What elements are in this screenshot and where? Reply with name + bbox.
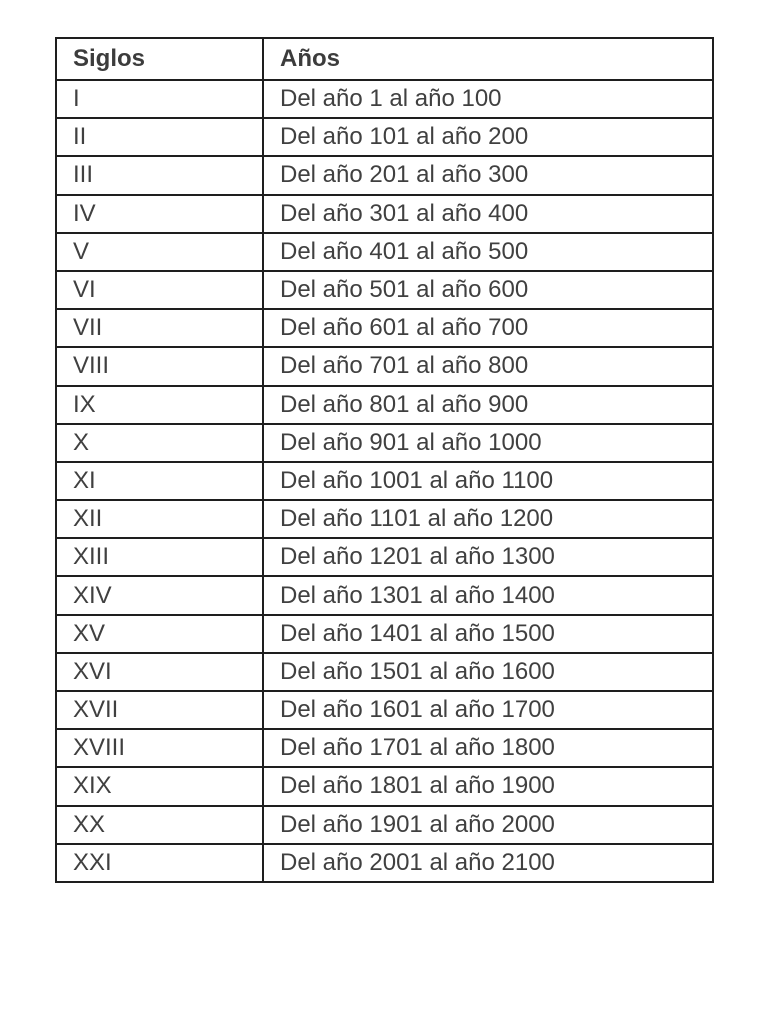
cell-anos: Del año 601 al año 700	[263, 309, 713, 347]
table-row	[56, 576, 713, 614]
cell-anos: Del año 401 al año 500	[263, 233, 713, 271]
cell-siglo: XVII	[56, 691, 263, 729]
header-anos: Años	[263, 38, 713, 80]
table-row	[56, 424, 713, 462]
cell-anos: Del año 301 al año 400	[263, 195, 713, 233]
table-header-row	[56, 38, 713, 80]
header-siglos: Siglos	[56, 38, 263, 80]
table-row	[56, 80, 713, 118]
table-body	[56, 80, 713, 882]
cell-anos: Del año 1101 al año 1200	[263, 500, 713, 538]
cell-anos: Del año 1701 al año 1800	[263, 729, 713, 767]
table-row	[56, 806, 713, 844]
cell-anos: Del año 101 al año 200	[263, 118, 713, 156]
cell-anos: Del año 1301 al año 1400	[263, 576, 713, 614]
cell-anos: Del año 1201 al año 1300	[263, 538, 713, 576]
cell-anos: Del año 1601 al año 1700	[263, 691, 713, 729]
cell-siglo: IX	[56, 386, 263, 424]
cell-anos: Del año 801 al año 900	[263, 386, 713, 424]
cell-siglo: VI	[56, 271, 263, 309]
cell-siglo: XVI	[56, 653, 263, 691]
cell-anos: Del año 1001 al año 1100	[263, 462, 713, 500]
cell-siglo: XII	[56, 500, 263, 538]
cell-siglo: XI	[56, 462, 263, 500]
cell-siglo: VII	[56, 309, 263, 347]
cell-siglo: XXI	[56, 844, 263, 882]
table-row	[56, 347, 713, 385]
cell-siglo: XX	[56, 806, 263, 844]
table-row	[56, 653, 713, 691]
cell-siglo: II	[56, 118, 263, 156]
table-row	[56, 462, 713, 500]
cell-anos: Del año 901 al año 1000	[263, 424, 713, 462]
cell-anos: Del año 1 al año 100	[263, 80, 713, 118]
centuries-table	[55, 37, 714, 883]
cell-anos: Del año 201 al año 300	[263, 156, 713, 194]
cell-siglo: VIII	[56, 347, 263, 385]
cell-siglo: X	[56, 424, 263, 462]
cell-anos: Del año 1501 al año 1600	[263, 653, 713, 691]
cell-siglo: I	[56, 80, 263, 118]
cell-siglo: XV	[56, 615, 263, 653]
table-row	[56, 538, 713, 576]
cell-anos: Del año 501 al año 600	[263, 271, 713, 309]
cell-siglo: XIX	[56, 767, 263, 805]
table-row	[56, 271, 713, 309]
table-row	[56, 386, 713, 424]
table-row	[56, 615, 713, 653]
table-row	[56, 195, 713, 233]
cell-anos: Del año 1801 al año 1900	[263, 767, 713, 805]
cell-anos: Del año 1901 al año 2000	[263, 806, 713, 844]
cell-anos: Del año 1401 al año 1500	[263, 615, 713, 653]
centuries-table-container	[55, 37, 712, 883]
cell-siglo: XIV	[56, 576, 263, 614]
table-row	[56, 767, 713, 805]
cell-siglo: V	[56, 233, 263, 271]
table-row	[56, 844, 713, 882]
cell-siglo: III	[56, 156, 263, 194]
table-row	[56, 233, 713, 271]
table-row	[56, 729, 713, 767]
table-row	[56, 309, 713, 347]
table-row	[56, 156, 713, 194]
cell-siglo: XVIII	[56, 729, 263, 767]
cell-anos: Del año 701 al año 800	[263, 347, 713, 385]
table-row	[56, 500, 713, 538]
cell-siglo: XIII	[56, 538, 263, 576]
cell-siglo: IV	[56, 195, 263, 233]
table-row	[56, 691, 713, 729]
table-row	[56, 118, 713, 156]
cell-anos: Del año 2001 al año 2100	[263, 844, 713, 882]
